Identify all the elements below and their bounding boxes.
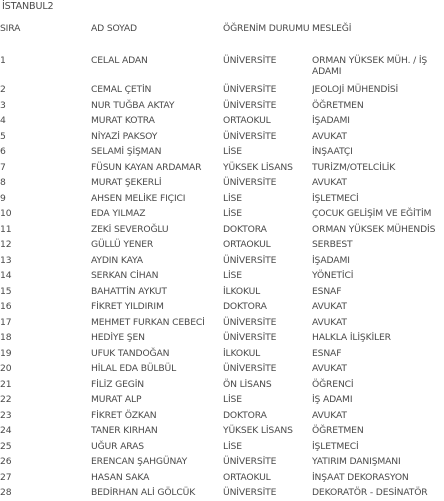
cell-ogrenim: ÜNİVERSİTE xyxy=(223,177,277,188)
table-row xyxy=(0,361,444,377)
cell-ogrenim: DOKTORA xyxy=(223,301,267,312)
cell-sira: 14 xyxy=(0,270,12,281)
table-row xyxy=(0,206,444,222)
cell-sira: 2 xyxy=(0,84,6,95)
cell-meslek: ÖĞRETMEN xyxy=(312,99,364,111)
cell-ad-soyad: BAHATTİN AYKUT xyxy=(91,285,167,297)
cell-meslek: AVUKAT xyxy=(312,363,347,374)
table-row xyxy=(0,160,444,176)
cell-sira: 17 xyxy=(0,316,12,328)
cell-sira: 25 xyxy=(0,440,12,452)
table-row xyxy=(0,53,444,82)
table-row xyxy=(0,408,444,424)
cell-meslek: İNŞAAT DEKORASYON xyxy=(312,471,409,483)
cell-ogrenim: ÜNİVERSİTE xyxy=(223,456,277,467)
cell-ad-soyad: MURAT KOTRA xyxy=(91,115,155,126)
cell-ogrenim: LİSE xyxy=(223,440,242,452)
table-row xyxy=(0,423,444,439)
table-row xyxy=(0,253,444,269)
cell-ad-soyad: SERKAN CİHAN xyxy=(91,270,159,281)
cell-ad-soyad: NUR TUĞBA AKTAY xyxy=(91,99,175,111)
cell-ogrenim: LİSE xyxy=(223,270,242,281)
cell-meslek: HALKLA İLİŞKİLER xyxy=(312,332,391,343)
cell-meslek: İŞADAMI xyxy=(312,254,350,266)
cell-ogrenim: YÜKSEK LİSANS xyxy=(223,425,293,436)
cell-ad-soyad: FÜSUN KAYAN ARDAMAR xyxy=(91,161,202,173)
cell-ogrenim: YÜKSEK LİSANS xyxy=(223,161,293,173)
cell-meslek: İNŞAATÇI xyxy=(312,146,353,157)
cell-meslek: AVUKAT xyxy=(312,177,347,188)
page-title: İSTANBUL2 xyxy=(2,1,54,12)
table-row xyxy=(0,392,444,408)
cell-ad-soyad: TANER KIRHAN xyxy=(91,425,158,436)
cell-ad-soyad: MEHMET FURKAN CEBECİ xyxy=(91,316,205,328)
cell-ogrenim: ÜNİVERSİTE xyxy=(223,55,277,66)
table-row xyxy=(0,299,444,315)
table-row xyxy=(0,284,444,300)
cell-ogrenim: ÜNİVERSİTE xyxy=(223,130,277,142)
candidate-table xyxy=(0,20,444,501)
cell-meslek: JEOLOJİ MÜHENDİSİ xyxy=(312,84,399,95)
cell-sira: 28 xyxy=(0,487,12,498)
table-body xyxy=(0,53,444,501)
cell-ogrenim: ORTAOKUL xyxy=(223,115,271,126)
cell-sira: 27 xyxy=(0,471,12,483)
cell-sira: 24 xyxy=(0,425,12,436)
table-row xyxy=(0,129,444,145)
cell-meslek: ÖĞRETMEN xyxy=(312,425,364,436)
cell-sira: 6 xyxy=(0,146,6,157)
cell-ad-soyad: CEMAL ÇETİN xyxy=(91,84,152,95)
table-row xyxy=(0,454,444,470)
table-row xyxy=(0,222,444,238)
cell-ogrenim: ÜNİVERSİTE xyxy=(223,316,277,328)
cell-ogrenim: ÜNİVERSİTE xyxy=(223,84,277,95)
table-row xyxy=(0,113,444,129)
cell-ogrenim: DOKTORA xyxy=(223,409,267,421)
cell-sira: 19 xyxy=(0,347,12,359)
cell-ad-soyad: FİKRET ÖZKAN xyxy=(91,409,157,421)
cell-meslek: İŞADAMI xyxy=(312,115,350,126)
cell-meslek: İŞLETMECİ xyxy=(312,192,359,204)
cell-ad-soyad: AHSEN MELİKE FIÇICI xyxy=(91,192,186,204)
cell-ogrenim: ÖN LİSANS xyxy=(223,378,272,390)
table-row xyxy=(0,377,444,393)
cell-ad-soyad: UĞUR ARAS xyxy=(91,440,144,452)
cell-meslek: ESNAF xyxy=(312,347,342,359)
table-row xyxy=(0,82,444,98)
table-row xyxy=(0,470,444,486)
cell-sira: 18 xyxy=(0,332,12,343)
table-header-row xyxy=(0,20,444,53)
cell-sira: 15 xyxy=(0,285,12,297)
cell-meslek: YÖNETİCİ xyxy=(312,270,354,281)
cell-meslek: YATIRIM DANIŞMANI xyxy=(312,456,401,467)
cell-meslek: İŞ ADAMI xyxy=(312,394,353,405)
table-row xyxy=(0,175,444,191)
cell-sira: 12 xyxy=(0,239,12,250)
table-row xyxy=(0,330,444,346)
cell-meslek: ORMAN YÜKSEK MÜHENDİS xyxy=(312,223,436,235)
cell-ogrenim: İLKOKUL xyxy=(223,347,261,359)
cell-ad-soyad: BEDİRHAN ALİ GÖLCÜK xyxy=(91,487,196,498)
header-sira: SIRA xyxy=(0,23,21,34)
cell-sira: 13 xyxy=(0,254,12,266)
cell-ogrenim: LİSE xyxy=(223,146,242,157)
cell-meslek: DEKORATÖR - DESİNATÖR xyxy=(312,487,428,498)
cell-sira: 16 xyxy=(0,301,12,312)
cell-ad-soyad: EDA YILMAZ xyxy=(91,208,146,219)
cell-sira: 26 xyxy=(0,456,12,467)
cell-sira: 11 xyxy=(0,223,12,235)
cell-meslek: AVUKAT xyxy=(312,301,347,312)
header-ad-soyad: AD SOYAD xyxy=(91,23,137,34)
table-row xyxy=(0,191,444,207)
table-row xyxy=(0,439,444,455)
cell-sira: 5 xyxy=(0,130,6,142)
cell-ad-soyad: ZEKİ SEVEROĞLU xyxy=(91,223,169,235)
cell-meslek: İŞLETMECİ xyxy=(312,440,359,452)
cell-ad-soyad: ERENCAN ŞAHGÜNAY xyxy=(91,456,188,467)
cell-sira: 8 xyxy=(0,177,6,188)
table-row xyxy=(0,346,444,362)
table-row xyxy=(0,237,444,253)
cell-ad-soyad: HASAN SAKA xyxy=(91,471,150,483)
cell-ad-soyad: MURAT ŞEKERLİ xyxy=(91,177,162,188)
cell-ad-soyad: AYDIN KAYA xyxy=(91,254,143,266)
cell-meslek: AVUKAT xyxy=(312,130,347,142)
cell-ad-soyad: GÜLLÜ YENER xyxy=(91,239,154,250)
cell-ogrenim: DOKTORA xyxy=(223,223,267,235)
cell-ogrenim: LİSE xyxy=(223,394,242,405)
cell-ogrenim: LİSE xyxy=(223,208,242,219)
cell-sira: 4 xyxy=(0,115,6,126)
cell-ogrenim: ÜNİVERSİTE xyxy=(223,363,277,374)
cell-ogrenim: ÜNİVERSİTE xyxy=(223,254,277,266)
cell-ad-soyad: CELAL ADAN xyxy=(91,55,148,66)
table-row xyxy=(0,144,444,160)
cell-ogrenim: ÜNİVERSİTE xyxy=(223,99,277,111)
cell-meslek: ÇOCUK GELİŞİM VE EĞİTİM xyxy=(312,208,432,219)
cell-ad-soyad: HEDİYE ŞEN xyxy=(91,332,145,343)
cell-ogrenim: ORTAOKUL xyxy=(223,471,271,483)
cell-ad-soyad: FİKRET YILDIRIM xyxy=(91,301,164,312)
cell-ad-soyad: MURAT ALP xyxy=(91,394,142,405)
cell-sira: 3 xyxy=(0,99,6,111)
table-row xyxy=(0,98,444,114)
cell-sira: 20 xyxy=(0,363,12,374)
cell-meslek: AVUKAT xyxy=(312,409,347,421)
cell-ad-soyad: NİYAZİ PAKSOY xyxy=(91,130,158,142)
cell-ogrenim: ÜNİVERSİTE xyxy=(223,332,277,343)
table-row xyxy=(0,315,444,331)
cell-ad-soyad: SELAMİ ŞİŞMAN xyxy=(91,146,162,157)
cell-sira: 1 xyxy=(0,55,6,66)
cell-sira: 21 xyxy=(0,378,12,390)
cell-meslek: ÖĞRENCİ xyxy=(312,378,354,390)
cell-meslek: SERBEST xyxy=(312,239,353,250)
cell-ad-soyad: FİLİZ GEGİN xyxy=(91,378,145,390)
cell-ogrenim: İLKOKUL xyxy=(223,285,261,297)
cell-ogrenim: LİSE xyxy=(223,192,242,204)
header-meslegi: MESLEĞİ xyxy=(312,23,352,34)
cell-meslek: ORMAN YÜKSEK MÜH. / İŞ ADAMI xyxy=(312,55,428,77)
cell-meslek: ESNAF xyxy=(312,285,342,297)
cell-ogrenim: ORTAOKUL xyxy=(223,239,271,250)
cell-sira: 23 xyxy=(0,409,12,421)
cell-sira: 7 xyxy=(0,161,6,173)
header-ogrenim-durumu: ÖĞRENİM DURUMU xyxy=(223,23,310,34)
table-row xyxy=(0,485,444,501)
cell-sira: 10 xyxy=(0,208,12,219)
cell-ad-soyad: UFUK TANDOĞAN xyxy=(91,347,170,359)
cell-sira: 9 xyxy=(0,192,6,204)
cell-sira: 22 xyxy=(0,394,12,405)
cell-ogrenim: ÜNİVERSİTE xyxy=(223,487,277,498)
table-row xyxy=(0,268,444,284)
cell-meslek: AVUKAT xyxy=(312,316,347,328)
cell-ad-soyad: HİLAL EDA BÜLBÜL xyxy=(91,363,177,374)
cell-meslek: TURİZM/OTELCİLİK xyxy=(312,161,396,173)
